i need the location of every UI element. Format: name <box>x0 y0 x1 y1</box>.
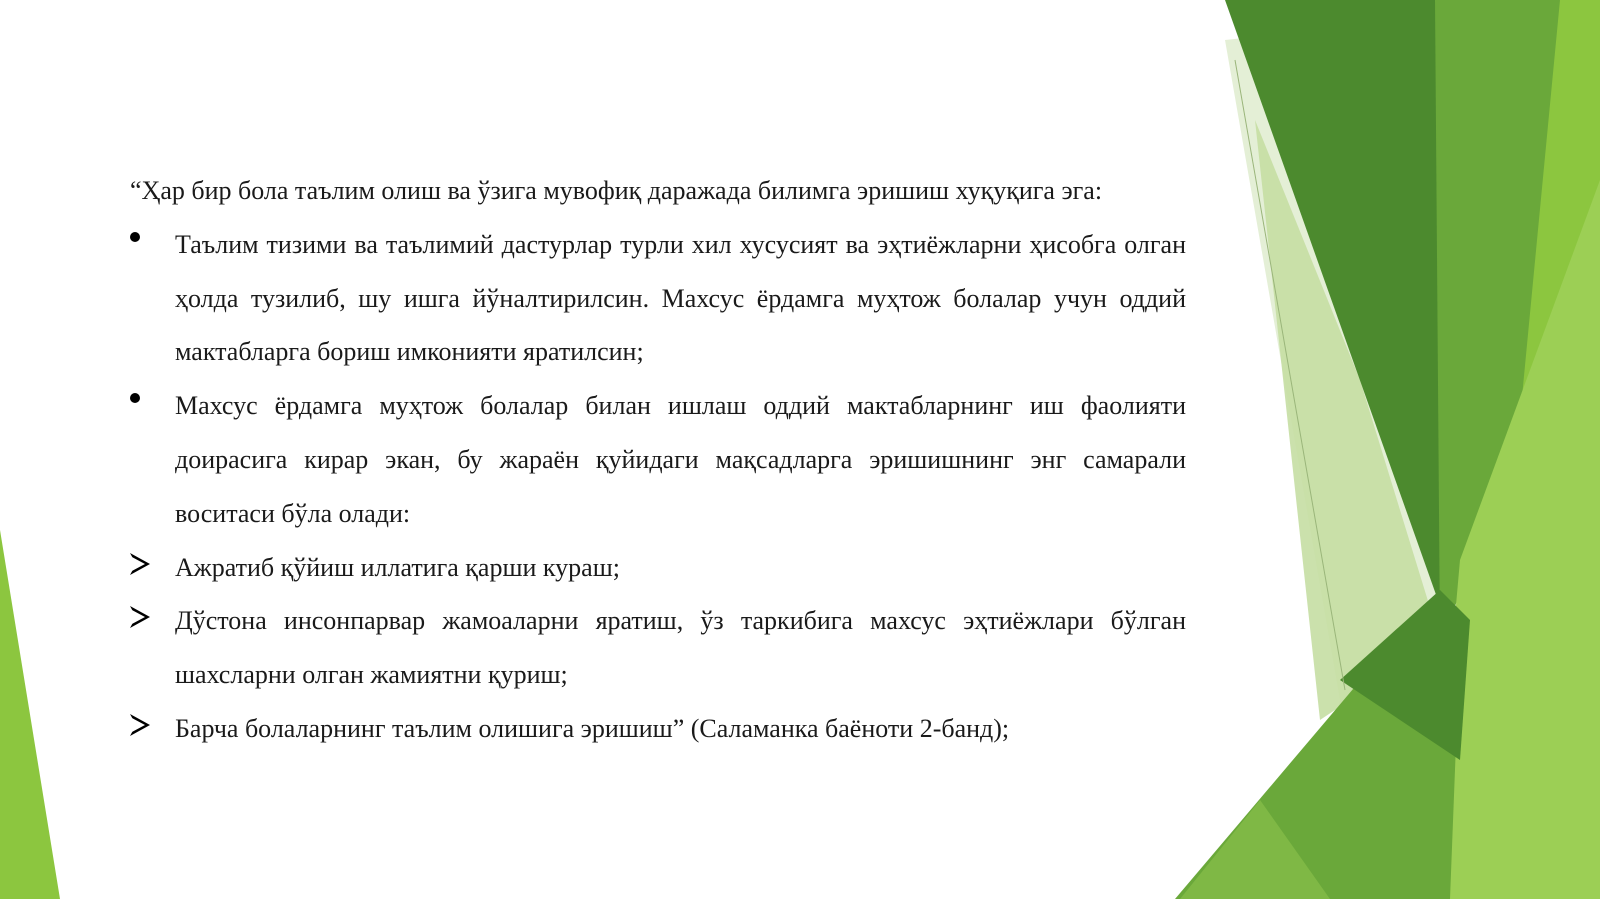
arrow-text: Дўстона инсонпарвар жамоаларни яратиш, ўз таркибига махсус эҳтиёжлари бўлган шахсларни олган жамиятни қуриш; <box>175 606 1186 690</box>
bullet-item <box>130 218 1186 379</box>
arrow-item <box>130 702 1186 756</box>
arrow-bullet-icon <box>130 541 160 595</box>
arrow-bullet-icon <box>130 702 160 756</box>
bullet-dot-icon <box>130 379 160 433</box>
slide-body <box>130 164 1186 756</box>
intro-paragraph: “Ҳар бир бола таълим олиш ва ўзига мувофиқ даражада билимга эришиш хуқуқига эга: <box>130 176 1103 205</box>
arrow-text: Барча болаларнинг таълим олишига эришиш” (Саламанка баёноти 2-банд); <box>175 713 1010 743</box>
arrow-item <box>130 541 1186 595</box>
arrow-text: Ажратиб қўйиш иллатига қарши кураш; <box>175 552 620 582</box>
bullet-dot-icon <box>130 218 160 272</box>
left-green-wedge <box>0 530 60 899</box>
arrow-item <box>130 594 1186 702</box>
bullet-text: Махсус ёрдамга муҳтож болалар билан ишлаш оддий мактабларнинг иш фаолияти доирасига кирар экан, бу жараён қуйидаги мақсадларга эришишнинг энг самарали воситаси бўла олади: <box>175 391 1186 528</box>
bullet-text: Таълим тизими ва таълимий дастурлар турли хил хусусият ва эҳтиёжларни ҳисобга олган ҳолда тузилиб, шу ишга йўналтирилсин. Махсус ёрдамга муҳтож болалар учун оддий мактабларга бориш имконияти яратилсин; <box>175 229 1186 367</box>
arrow-bullet-icon <box>130 594 160 648</box>
bullet-item <box>130 379 1186 540</box>
